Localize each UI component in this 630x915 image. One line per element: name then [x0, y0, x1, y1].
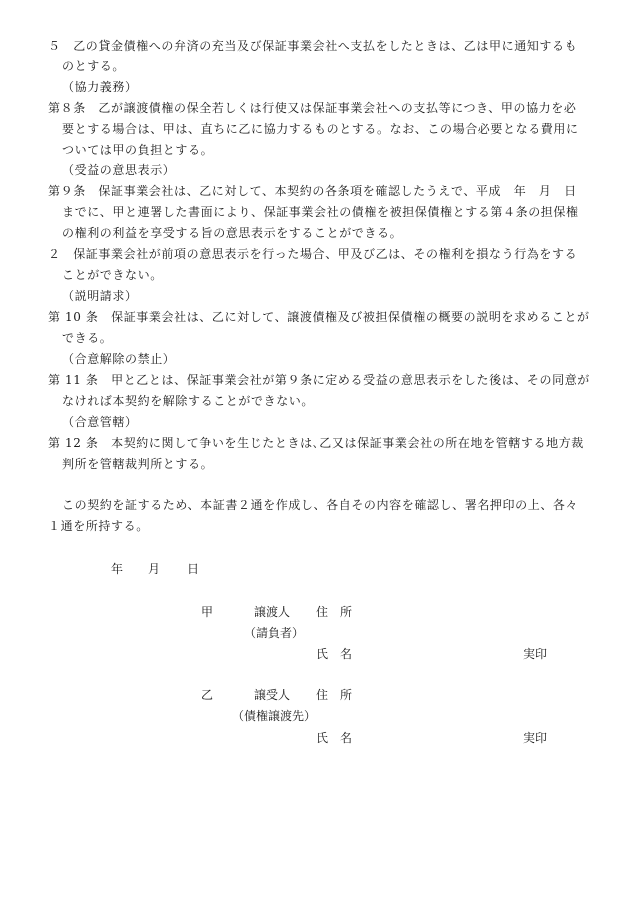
article-8-line-2: 要とする場合は、甲は、直ちに乙に協力するものとする。なお、この場合必要となる費用に: [62, 122, 579, 136]
clause-5-line-2: のとする。: [62, 59, 126, 73]
article-9-line-3: の権利の利益を享受する旨の意思表示をすることができる。: [62, 226, 403, 240]
article-9-2-line-2: ことができない。: [62, 268, 163, 282]
date-day-label: 日: [187, 562, 200, 576]
party-a-role-sub: （請負者）: [244, 626, 305, 640]
heading-no-mutual-cancellation: （合意解除の禁止）: [62, 352, 176, 366]
article-10-line-2: できる。: [62, 331, 113, 345]
article-9-line-2: までに、甲と連署した書面により、保証事業会社の債権を被担保債権とする第４条の担保権: [62, 205, 579, 219]
party-a-name-label: 氏 名: [316, 647, 353, 661]
party-b-role-sub: （債権譲渡先）: [232, 709, 317, 723]
attestation-line-2: １通を所持する。: [48, 519, 149, 533]
article-9-line-1: 第９条 保証事業会社は、乙に対して、本契約の各条項を確認したうえで、平成 年 月 日: [48, 184, 577, 198]
party-a-address-label: 住 所: [316, 605, 353, 619]
article-12-line-2: 判所を管轄裁判所とする。: [62, 457, 214, 471]
date-month-label: 月: [148, 562, 161, 576]
party-b-role: 譲受人: [254, 688, 291, 702]
date-year-label: 年: [111, 562, 124, 576]
heading-explanation-request: （説明請求）: [62, 289, 138, 303]
heading-beneficiary-declaration: （受益の意思表示）: [62, 163, 176, 177]
article-11-line-1: 第 11 条 甲と乙とは、保証事業会社が第９条に定める受益の意思表示をした後は、その同意が: [48, 373, 590, 387]
heading-cooperation: （協力義務）: [62, 80, 138, 94]
heading-jurisdiction: （合意管轄）: [62, 415, 138, 429]
party-a-seal: 実印: [523, 647, 548, 661]
attestation-line-1: この契約を証するため、本証書２通を作成し、各自その内容を確認し、署名押印の上、各々: [62, 498, 579, 512]
article-8-line-1: 第８条 乙が譲渡債権の保全若しくは行使又は保証事業会社への支払等につき、甲の協力を必: [48, 101, 577, 115]
article-12-line-1: 第 12 条 本契約に関して争いを生じたときは､乙又は保証事業会社の所在地を管轄する地方裁: [48, 436, 584, 450]
party-b-label: 乙: [201, 688, 214, 702]
article-8-line-3: ついては甲の負担とする。: [62, 143, 214, 157]
party-b-seal: 実印: [523, 731, 548, 745]
party-a-label: 甲: [201, 605, 214, 619]
article-11-line-2: なければ本契約を解除することができない。: [62, 394, 315, 408]
party-a-role: 譲渡人: [254, 605, 291, 619]
party-b-name-label: 氏 名: [316, 731, 353, 745]
clause-5-line-1: ５ 乙の貸金債権への弁済の充当及び保証事業会社へ支払をしたときは、乙は甲に通知するも: [48, 39, 578, 53]
article-9-2-line-1: ２ 保証事業会社が前項の意思表示を行った場合、甲及び乙は、その権利を損なう行為をする: [48, 247, 578, 261]
party-b-address-label: 住 所: [316, 688, 353, 702]
article-10-line-1: 第 10 条 保証事業会社は、乙に対して、譲渡債権及び被担保債権の概要の説明を求めることが: [48, 310, 590, 324]
